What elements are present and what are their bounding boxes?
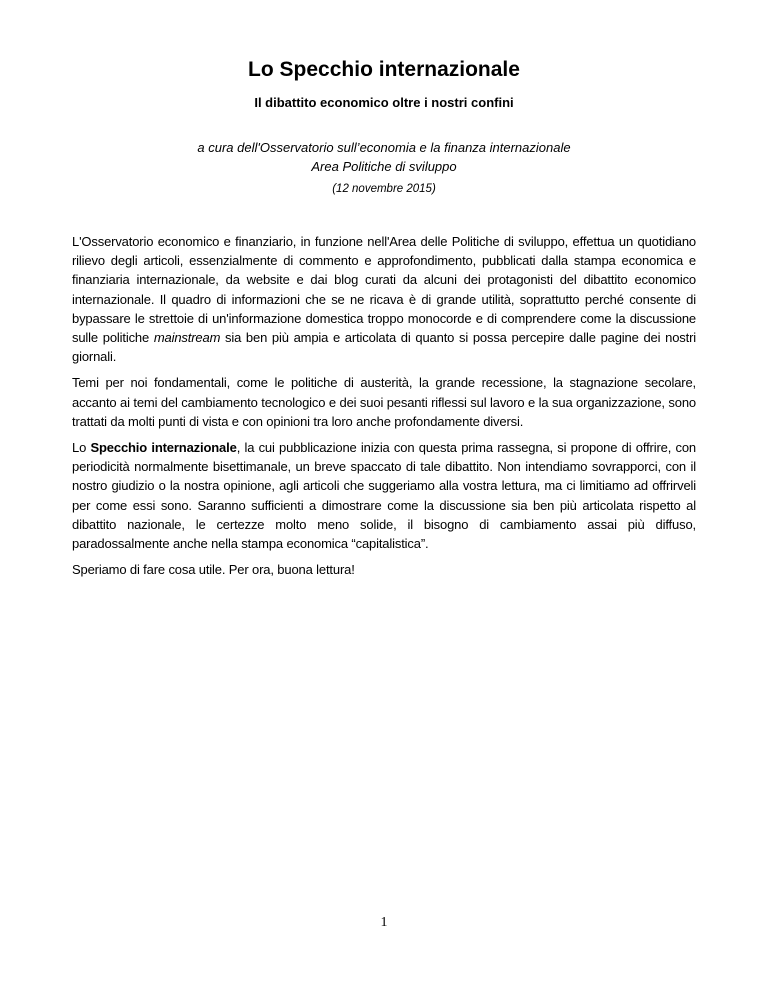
paragraph-1-italic: mainstream xyxy=(153,330,221,346)
page-number: 1 xyxy=(380,915,388,930)
paragraph-3 xyxy=(72,438,696,553)
curated-by-line: a cura dell'Osservatorio sull’economia e la finanza internazionale xyxy=(197,140,571,155)
paragraph-2: Temi per noi fondamentali, come le politiche di austerità, la grande recessione, la stagnazione secolare, accanto ai temi del cambiamento tecnologico e dei suoi pesanti riflessi sul lavoro e la sua organizzazione, sono trattati da molti punti di vista e con opinioni tra loro anche profondamente diversi. xyxy=(72,375,696,429)
paragraph-1 xyxy=(72,232,696,366)
publication-date: (12 novembre 2015) xyxy=(332,183,436,195)
area-line: Area Politiche di sviluppo xyxy=(311,159,457,174)
paragraph-1-text-a: L'Osservatorio economico e finanziario, in funzione nell'Area delle Politiche di sviluppo, effettua un quotidiano rilievo degli articoli, essenzialmente di commento e approfondimento, pubblicati dalla stampa economica e finanziaria internazionale, da website e dai blog curati da alcuni dei protagonisti del dibattito economico internazionale. Il quadro di informazioni che se ne ricava è di grande utilità, soprattutto perché consente di bypassare le strettoie di un'informazione domestica troppo monocorde e di comprendere come la discussione sulle politiche xyxy=(72,234,696,346)
paragraph-3-text-b: , la cui pubblicazione inizia con questa prima rassegna, si propone di offrire, con periodicità normalmente bisettimanale, un breve spaccato di tale dibattito. Non intendiamo sovrapporci, con il nostro giudizio o la nostra opinione, agli articoli che suggeriamo alla vostra lettura, ma ci limitiamo ad offrirveli per come essi sono. Saranno sufficienti a dimostrare come la discussione sia ben più articolata rispetto al dibattito nazionale, le certezze molto meno solide, il bisogno di cambiamento assai più diffuso, paradossalmente anche nella stampa economica “capitalistica”. xyxy=(72,440,696,552)
paragraph-1-text-b: sia ben più ampia e articolata di quanto si possa percepire dalle pagine dei nostri giornali. xyxy=(72,330,696,365)
paragraph-3-bold: Specchio internazionale xyxy=(90,440,237,456)
document-body xyxy=(72,232,696,586)
paragraph-3-text-a: Lo xyxy=(72,440,91,456)
document-subtitle: Il dibattito economico oltre i nostri confini xyxy=(254,95,514,110)
document-title: Lo Specchio internazionale xyxy=(248,58,520,81)
paragraph-4: Speriamo di fare cosa utile. Per ora, buona lettura! xyxy=(72,562,355,578)
